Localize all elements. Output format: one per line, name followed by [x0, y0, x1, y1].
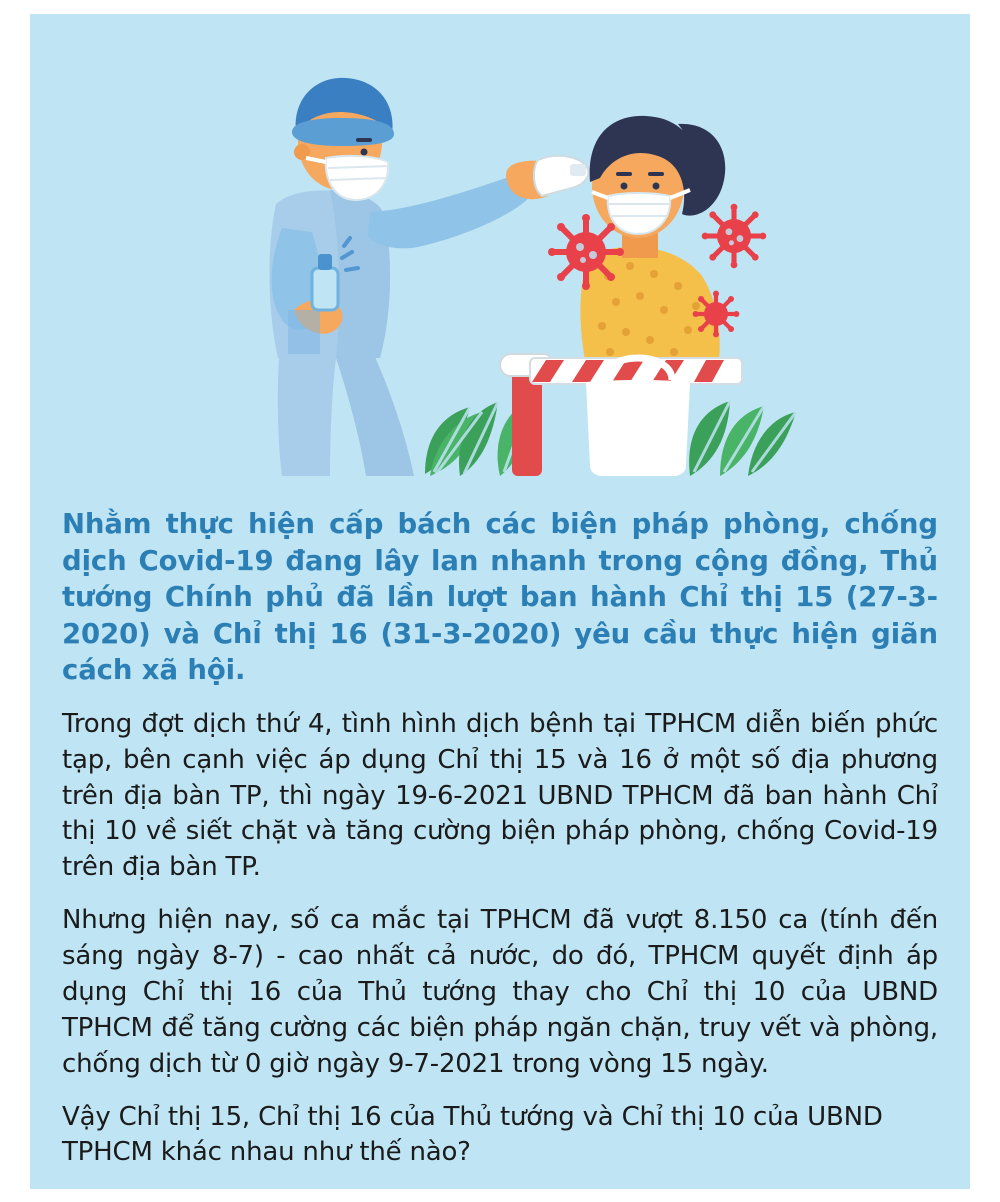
infrared-thermometer	[534, 156, 588, 196]
body-paragraph-2: Nhưng hiện nay, số ca mắc tại TPHCM đã vượt 8.150 ca (tính đến sáng ngày 8-7) - cao nhất cả nước, do đó, TPHCM quyết định áp dụng Chỉ thị 16 của Thủ tướng thay cho Chỉ thị 10 của UBND TPHCM để tăng cường các biện pháp ngăn chặn, truy vết và phòng, chống dịch từ 0 giờ ngày 9-7-2021 trong vòng 15 ngày.	[62, 905, 938, 1079]
body-paragraph-1: Trong đợt dịch thứ 4, tình hình dịch bệnh tại TPHCM diễn biến phức tạp, bên cạnh việc áp dụng Chỉ thị 15 và 16 ở một số địa phương trên địa bàn TP, thì ngày 19-6-2021 UBND TPHCM đã ban hành Chỉ thị 10 về siết chặt và tăng cường biện pháp phòng, chống Covid-19 trên địa bàn TP.	[62, 708, 938, 883]
health-check-illustration	[30, 14, 970, 484]
lead-paragraph: Nhằm thực hiện cấp bách các biện pháp phòng, chống dịch Covid-19 đang lây lan nhanh trong cộng đồng, Thủ tướng Chính phủ đã lần lượt ban hành Chỉ thị 15 (27-3-2020) và Chỉ thị 16 (31-3-2020) yêu cầu thực hiện giãn cách xã hội.	[62, 508, 938, 687]
illustration-container	[30, 14, 970, 484]
infographic-panel	[30, 14, 970, 1189]
body-paragraph-3: Vậy Chỉ thị 15, Chỉ thị 16 của Thủ tướng và Chỉ thị 10 của UBND TPHCM khác nhau như thế nào?	[62, 1101, 883, 1168]
article-text	[62, 506, 938, 1171]
